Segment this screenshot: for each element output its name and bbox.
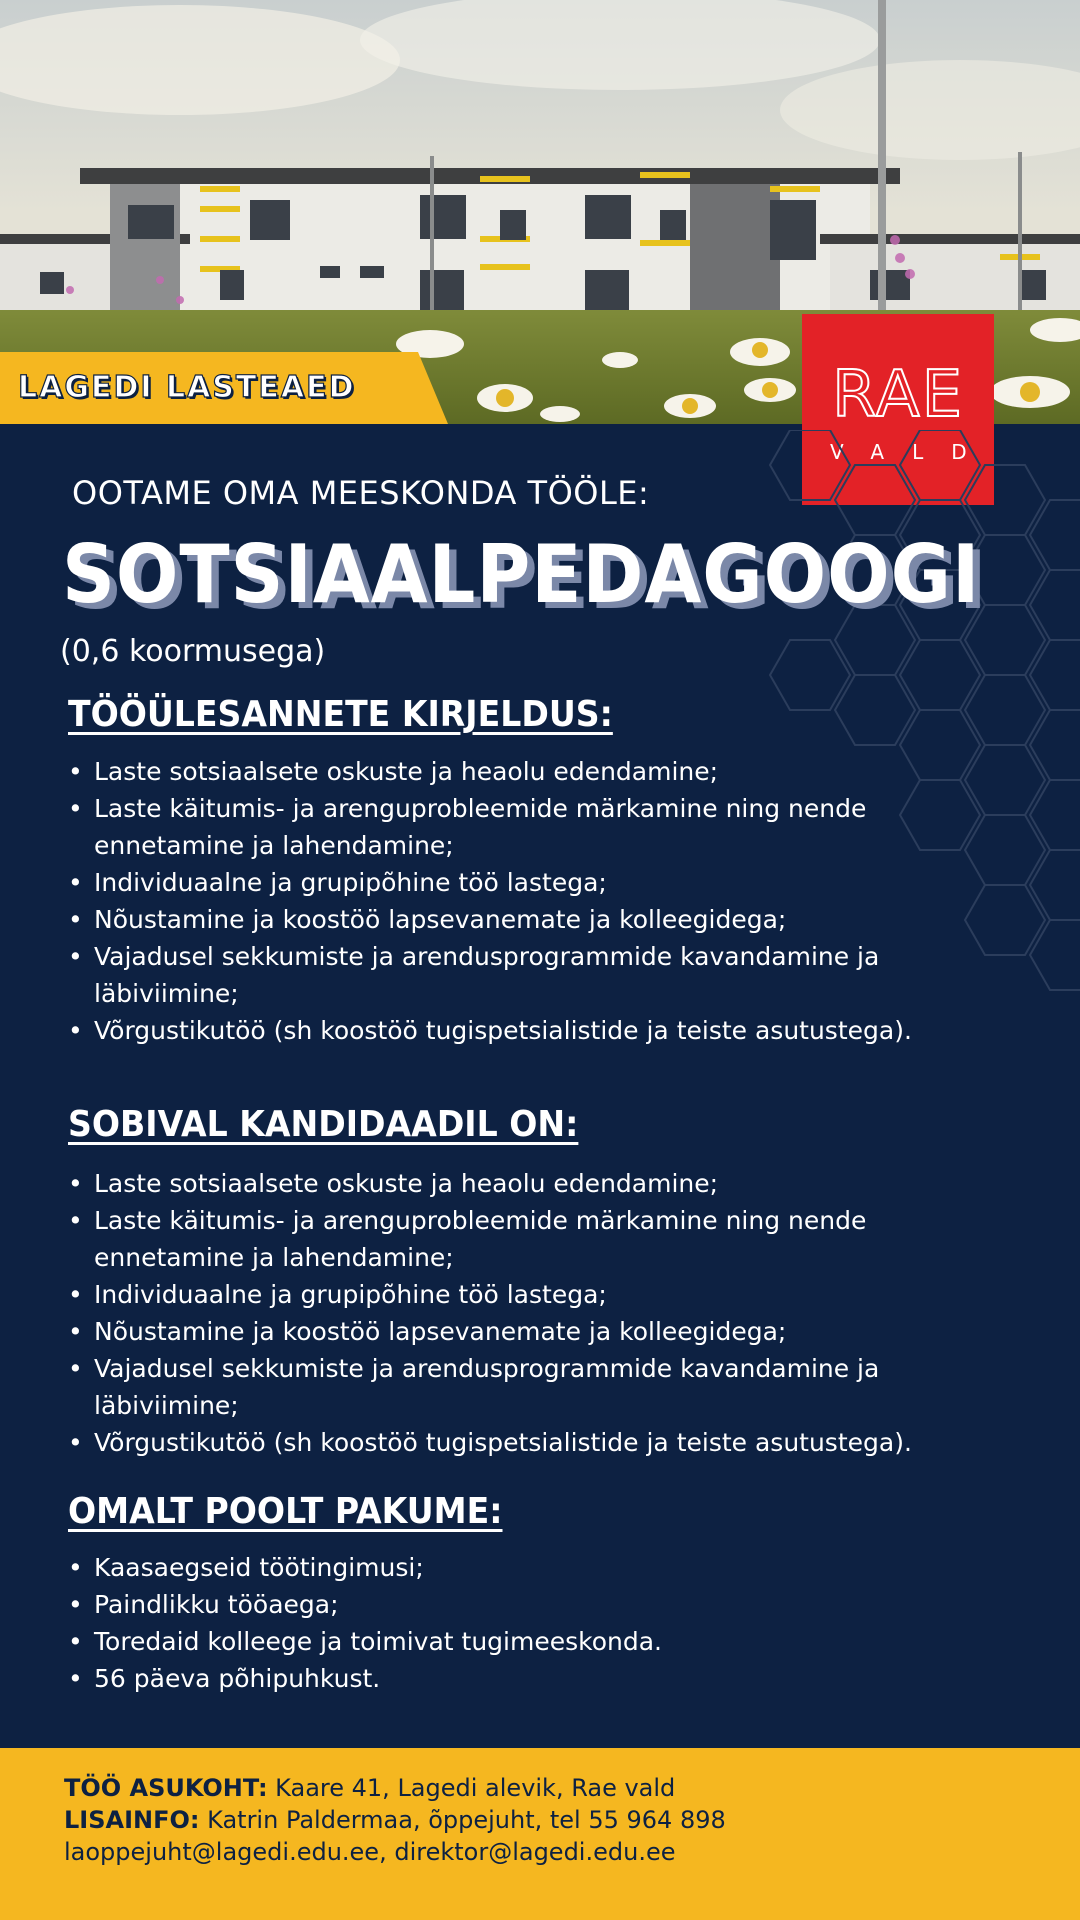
offer-list: [68, 1549, 1008, 1697]
location-value: Kaare 41, Lagedi alevik, Rae vald: [267, 1774, 676, 1802]
list-item: • Laste käitumis- ja arenguprobleemide märkamine ning nende ennetamine ja lahendamine;: [68, 1202, 1008, 1276]
requirements-list: [68, 1165, 1008, 1461]
section-heading-requirements: SOBIVAL KANDIDAADIL ON:: [68, 1104, 579, 1145]
list-item: • Laste sotsiaalsete oskuste ja heaolu edendamine;: [68, 1165, 1008, 1202]
info-value: Katrin Paldermaa, õppejuht, tel 55 964 898: [199, 1806, 726, 1834]
email-line[interactable]: laoppejuht@lagedi.edu.ee, direktor@lagedi.edu.ee: [64, 1838, 676, 1866]
list-item: • Laste sotsiaalsete oskuste ja heaolu edendamine;: [68, 753, 1008, 790]
logo-subtitle: VALD: [830, 440, 995, 464]
list-item: • Individuaalne ja grupipõhine töö lastega;: [68, 864, 1008, 901]
list-item: • Võrgustikutöö (sh koostöö tugispetsialistide ja teiste asutustega).: [68, 1424, 1008, 1461]
section-heading-offer: OMALT POOLT PAKUME:: [68, 1491, 503, 1532]
logo-letters: RAE: [831, 358, 965, 432]
list-item: • Nõustamine ja koostöö lapsevanemate ja kolleegidega;: [68, 901, 1008, 938]
list-item: • Vajadusel sekkumiste ja arendusprogrammide kavandamine ja läbiviimine;: [68, 938, 1008, 1012]
info-line: [64, 1806, 726, 1834]
school-name-label: LAGEDI LASTEAED: [18, 370, 356, 405]
list-item: • 56 päeva põhipuhkust.: [68, 1660, 1008, 1697]
duties-list: [68, 753, 1008, 1049]
list-item: • Laste käitumis- ja arenguprobleemide märkamine ning nende ennetamine ja lahendamine;: [68, 790, 1008, 864]
location-label: TÖÖ ASUKOHT:: [64, 1774, 268, 1802]
position-title: SOTSIAALPEDAGOOGI: [62, 528, 981, 621]
list-item: • Vajadusel sekkumiste ja arendusprogrammide kavandamine ja läbiviimine;: [68, 1350, 1008, 1424]
list-item: • Kaasaegseid töötingimusi;: [68, 1549, 1008, 1586]
intro-text: OOTAME OMA MEESKONDA TÖÖLE:: [72, 474, 650, 512]
position-load: (0,6 koormusega): [60, 634, 326, 669]
footer-contact: [0, 1748, 1080, 1920]
list-item: • Võrgustikutöö (sh koostöö tugispetsialistide ja teiste asutustega).: [68, 1012, 1008, 1049]
list-item: • Paindlikku tööaega;: [68, 1586, 1008, 1623]
list-item: • Individuaalne ja grupipõhine töö lastega;: [68, 1276, 1008, 1313]
section-heading-duties: TÖÖÜLESANNETE KIRJELDUS:: [68, 694, 613, 735]
location-line: [64, 1774, 675, 1802]
list-item: • Nõustamine ja koostöö lapsevanemate ja kolleegidega;: [68, 1313, 1008, 1350]
list-item: • Toredaid kolleege ja toimivat tugimeeskonda.: [68, 1623, 1008, 1660]
info-label: LISAINFO:: [64, 1806, 200, 1834]
